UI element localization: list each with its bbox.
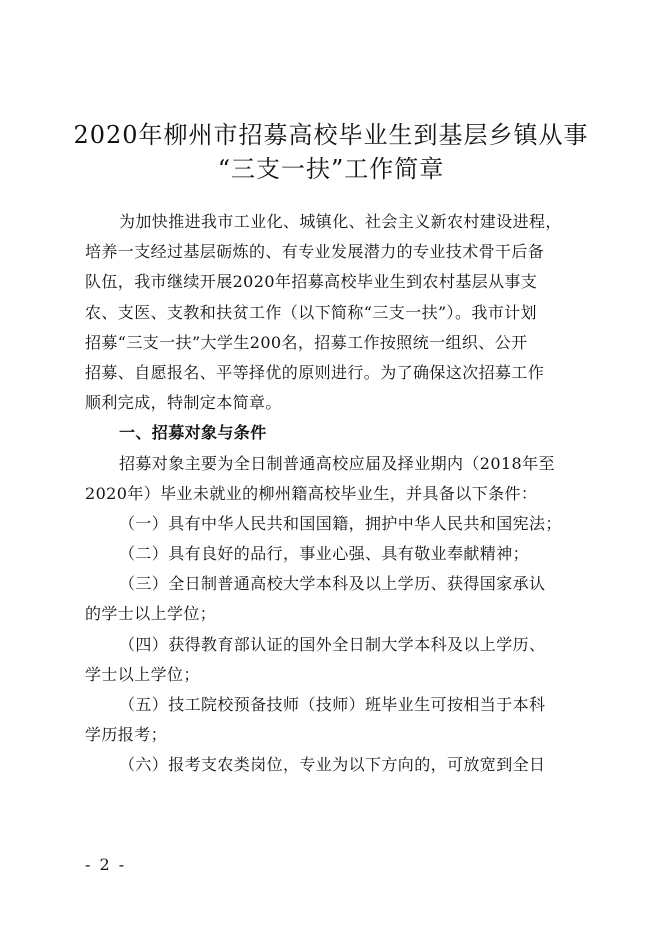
condition-item — [85, 569, 579, 629]
paragraph-line: 招募对象主要为全日制普通高校应届及择业期内（2018年至 — [119, 453, 555, 473]
paragraph-line: 为加快推进我市工业化、城镇化、社会主义新农村建设进程， — [119, 212, 562, 231]
page-title — [60, 118, 602, 186]
condition-item — [85, 690, 579, 750]
document-body — [85, 207, 579, 781]
paragraph-line: 学士以上学位； — [85, 664, 200, 684]
paragraph-line: （六）报考支农类岗位，专业为以下方向的，可放宽到全日 — [119, 755, 546, 775]
paragraph-line: 招募、自愿报名、平等择优的原则进行。为了确保这次招募工作 — [85, 362, 545, 382]
paragraph-line: （二）具有良好的品行，事业心强、具有敬业奉献精神； — [119, 544, 530, 564]
title-line-2: “三支一扶”工作简章 — [217, 155, 445, 183]
paragraph-line: 的学士以上学位； — [85, 604, 217, 624]
paragraph-line: 队伍，我市继续开展2020年招募高校毕业生到农村基层从事支 — [85, 272, 538, 292]
paragraph-line: 学历报考； — [85, 725, 168, 745]
condition-item — [85, 509, 579, 539]
section-heading: 一、招募对象与条件 — [119, 423, 267, 443]
section-intro-paragraph — [85, 449, 579, 509]
paragraph-line: （五）技工院校预备技师（技师）班毕业生可按相当于本科 — [119, 695, 546, 714]
paragraph-line: （四）获得教育部认证的国外全日制大学本科及以上学历、 — [119, 634, 546, 654]
condition-item — [85, 630, 579, 690]
paragraph-line: 招募“三支一扶”大学生200名，招募工作按照统一组织、公开 — [85, 332, 528, 352]
condition-item — [85, 539, 579, 569]
paragraph-line: （一）具有中华人民共和国国籍，拥护中华人民共和国宪法； — [119, 513, 562, 533]
paragraph-line: 2020年）毕业未就业的柳州籍高校毕业生，并具备以下条件： — [85, 483, 538, 503]
page-number: - 2 - — [85, 855, 127, 874]
title-line-1: 2020年柳州市招募高校毕业生到基层乡镇从事 — [73, 121, 589, 149]
paragraph-line: （三）全日制普通高校大学本科及以上学历、获得国家承认 — [119, 574, 546, 594]
paragraph-line: 顺利完成，特制定本简章。 — [85, 393, 282, 413]
intro-paragraph — [85, 207, 579, 418]
condition-item — [85, 750, 579, 780]
paragraph-line: 农、支医、支教和扶贫工作（以下简称“三支一扶”）。我市计划 — [85, 302, 537, 322]
paragraph-line: 培养一支经过基层砺炼的、有专业发展潜力的专业技术骨干后备 — [85, 242, 545, 262]
